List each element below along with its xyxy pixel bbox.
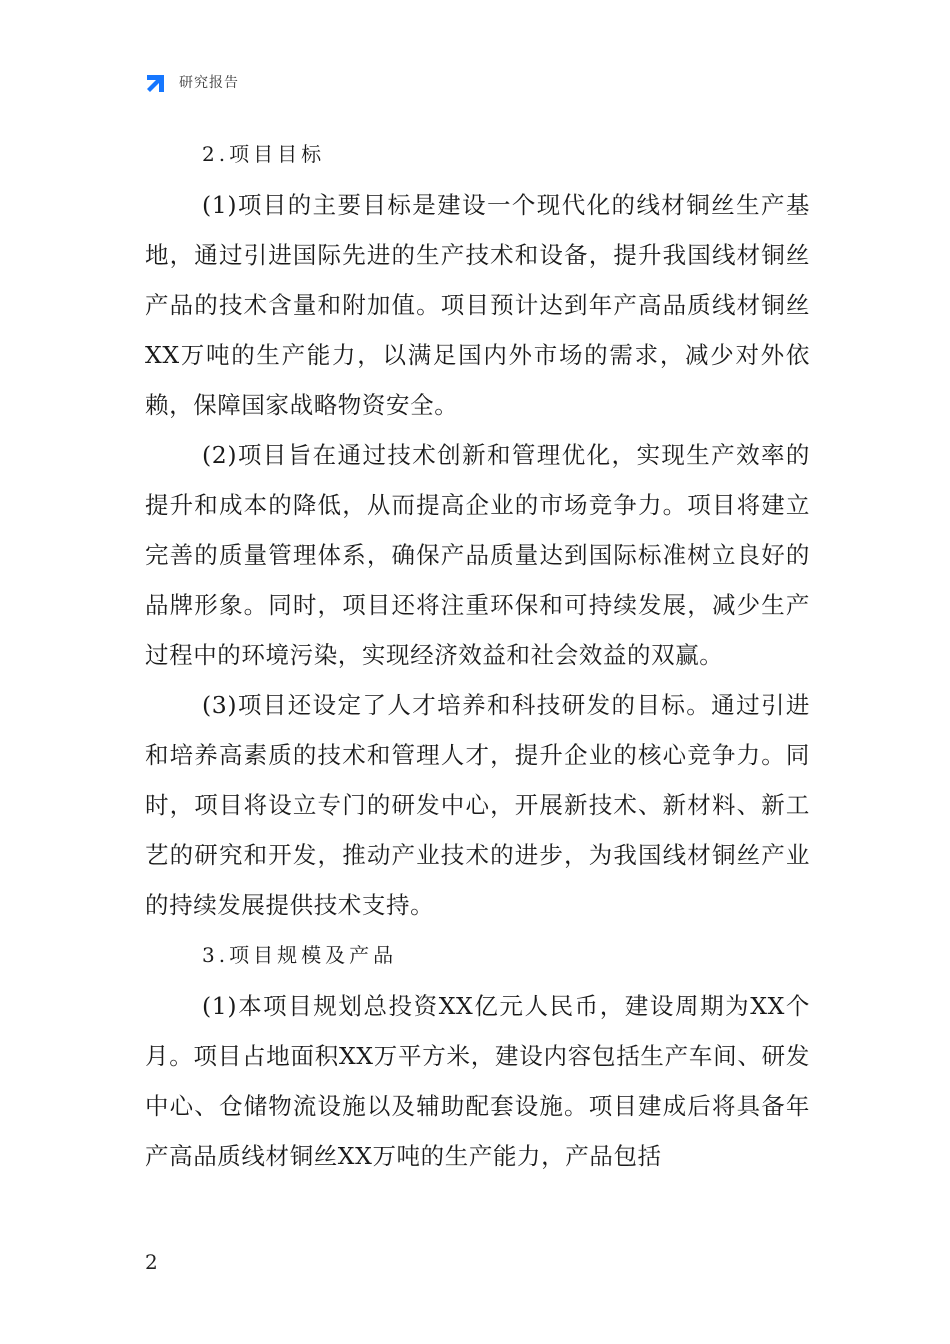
arrow-up-right-icon <box>145 70 169 94</box>
paragraph-scale-1: (1)本项目规划总投资XX亿元人民币，建设周期为XX个月。项目占地面积XX万平方米，建设内容包括生产车间、研发中心、仓储物流设施以及辅助配套设施。项目建成后将具备年产高品质线材铜丝XX万吨的生产能力，产品包括 <box>145 992 810 1170</box>
header-title: 研究报告 <box>179 75 239 91</box>
document-body <box>145 138 810 1181</box>
page-header <box>145 68 239 96</box>
paragraph-goals-1: (1)项目的主要目标是建设一个现代化的线材铜丝生产基地，通过引进国际先进的生产技术和设备，提升我国线材铜丝产品的技术含量和附加值。项目预计达到年产高品质线材铜丝XX万吨的生产能力，以满足国内外市场的需求，减少对外依赖，保障国家战略物资安全。 <box>145 191 810 419</box>
paragraph-goals-3: (3)项目还设定了人才培养和科技研发的目标。通过引进和培养高素质的技术和管理人才，提升企业的核心竞争力。同时，项目将设立专门的研发中心，开展新技术、新材料、新工艺的研究和开发，推动产业技术的进步，为我国线材铜丝产业的持续发展提供技术支持。 <box>145 691 810 919</box>
paragraph-goals-2: (2)项目旨在通过技术创新和管理优化，实现生产效率的提升和成本的降低，从而提高企业的市场竞争力。项目将建立完善的质量管理体系，确保产品质量达到国际标准树立良好的品牌形象。同时，项目还将注重环保和可持续发展，减少生产过程中的环境污染，实现经济效益和社会效益的双赢。 <box>145 441 810 669</box>
page-number: 2 <box>145 1250 158 1274</box>
section-heading-goals: 2.项目目标 <box>202 142 326 166</box>
section-heading-scale: 3.项目规模及产品 <box>202 943 398 967</box>
